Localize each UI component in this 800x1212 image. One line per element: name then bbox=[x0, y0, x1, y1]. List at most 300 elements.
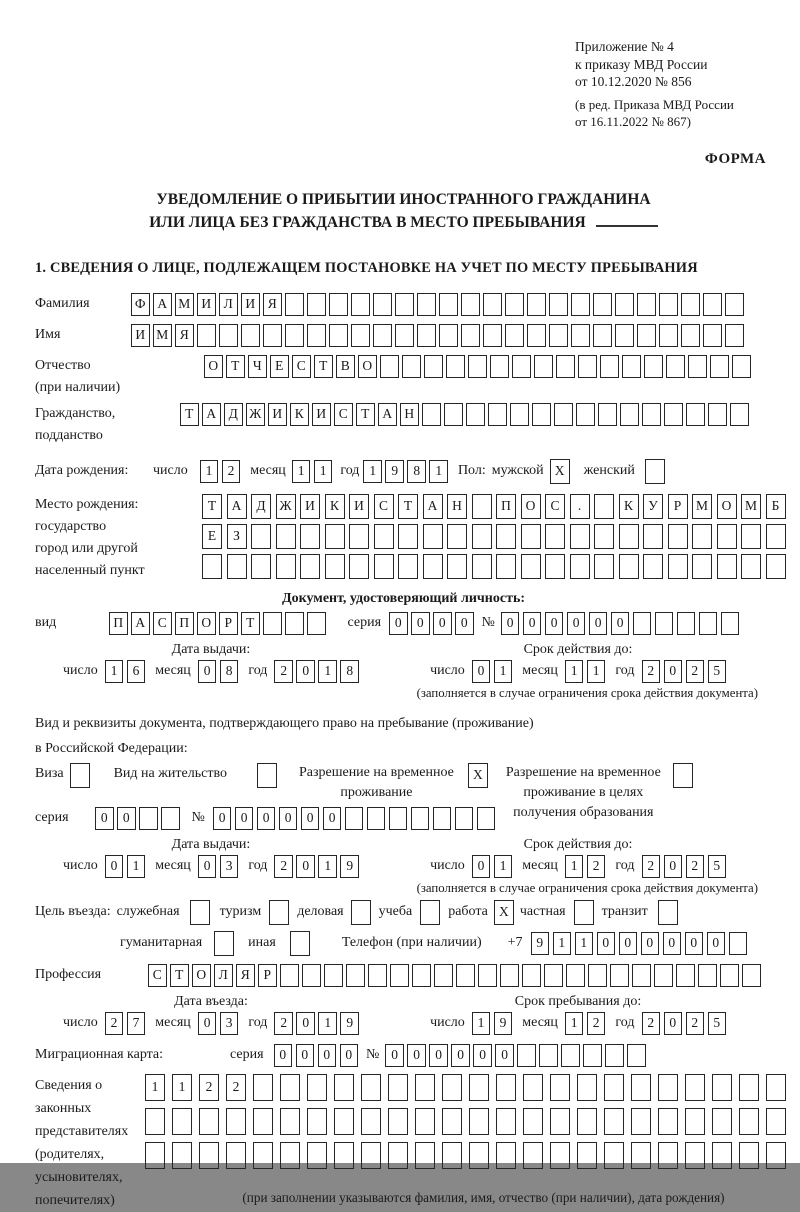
form-cell bbox=[199, 1142, 219, 1169]
entry-date-group bbox=[63, 994, 359, 1035]
form-cell bbox=[686, 403, 705, 426]
form-cell bbox=[374, 524, 394, 549]
form-cell: А bbox=[227, 494, 247, 519]
form-cell: X bbox=[468, 763, 488, 788]
form-cell: 2 bbox=[274, 855, 293, 878]
form-cell bbox=[415, 1108, 435, 1135]
form-cell: 0 bbox=[589, 612, 608, 635]
form-cell bbox=[496, 1108, 516, 1135]
form-cell: 0 bbox=[641, 932, 660, 955]
guardians-cells-row1 bbox=[145, 1074, 786, 1101]
form-cell bbox=[627, 1044, 646, 1067]
form-cell bbox=[534, 355, 553, 378]
purpose-tourism-label: туризм bbox=[219, 904, 262, 919]
form-cell bbox=[717, 554, 737, 579]
form-cell bbox=[550, 1074, 570, 1101]
form-cell: 1 bbox=[575, 932, 594, 955]
form-cell bbox=[577, 1074, 597, 1101]
permit-issue-year-label: год bbox=[248, 858, 268, 873]
form-cell bbox=[367, 807, 386, 830]
annex-reference bbox=[575, 38, 772, 131]
form-cell bbox=[490, 355, 509, 378]
form-cell: Е bbox=[270, 355, 289, 378]
permit-valid-day-cells bbox=[472, 855, 513, 878]
annex-line-5: от 16.11.2022 № 867) bbox=[575, 114, 692, 129]
form-cell: 0 bbox=[385, 1044, 404, 1067]
doc-valid-day-cells bbox=[472, 660, 513, 683]
stay-year-cells bbox=[642, 1012, 727, 1035]
form-cell bbox=[300, 524, 320, 549]
temp-residence-label: Разрешение на временное проживание bbox=[298, 764, 454, 800]
form-cell bbox=[578, 355, 597, 378]
entry-year-label: год bbox=[248, 1015, 268, 1030]
form-cell: 1 bbox=[565, 855, 584, 878]
form-cell: М bbox=[153, 324, 172, 347]
form-cell bbox=[631, 1074, 651, 1101]
form-cell bbox=[588, 964, 607, 987]
form-cell: 0 bbox=[545, 612, 564, 635]
birth-year-label: год bbox=[340, 463, 360, 478]
form-cell bbox=[668, 554, 688, 579]
form-cell bbox=[615, 324, 634, 347]
form-cell bbox=[329, 293, 348, 316]
form-cell bbox=[70, 763, 90, 788]
form-cell bbox=[257, 763, 277, 788]
doc-valid-group bbox=[430, 642, 726, 683]
purpose-other-checkbox bbox=[290, 931, 310, 956]
form-cell: 0 bbox=[685, 932, 704, 955]
form-cell: Ч bbox=[248, 355, 267, 378]
form-cell bbox=[496, 554, 516, 579]
birth-day-cells bbox=[200, 460, 241, 483]
form-cell: 0 bbox=[501, 612, 520, 635]
surname-cells bbox=[131, 293, 744, 316]
form-cell bbox=[698, 964, 717, 987]
form-cell: Н bbox=[447, 494, 467, 519]
form-cell bbox=[730, 403, 749, 426]
patronymic-row bbox=[35, 355, 772, 399]
form-cell: 1 bbox=[105, 660, 124, 683]
form-cell: Д bbox=[251, 494, 271, 519]
form-cell: 2 bbox=[226, 1074, 246, 1101]
form-cell bbox=[325, 554, 345, 579]
form-cell: Т bbox=[202, 494, 222, 519]
form-cell bbox=[632, 964, 651, 987]
form-cell: 0 bbox=[274, 1044, 293, 1067]
profession-row bbox=[35, 964, 772, 987]
form-cell: И bbox=[268, 403, 287, 426]
form-cell: М bbox=[741, 494, 761, 519]
form-cell bbox=[658, 900, 678, 925]
purpose-row2 bbox=[35, 931, 772, 956]
purpose-business-checkbox bbox=[351, 900, 371, 925]
form-cell: 0 bbox=[472, 855, 491, 878]
name-row bbox=[35, 324, 772, 347]
form-cell: 2 bbox=[642, 660, 661, 683]
form-cell bbox=[637, 293, 656, 316]
permit-valid-group bbox=[430, 837, 726, 878]
temp-residence-checkbox bbox=[468, 763, 488, 788]
doc-kind-label: вид bbox=[35, 615, 57, 630]
form-cell: 0 bbox=[455, 612, 474, 635]
title-underline bbox=[596, 225, 658, 227]
migration-card-label: Миграционная карта: bbox=[35, 1047, 164, 1062]
doc-number-cells bbox=[501, 612, 740, 635]
form-cell: 0 bbox=[707, 932, 726, 955]
form-cell: О bbox=[197, 612, 216, 635]
form-cell: 2 bbox=[686, 855, 705, 878]
doc-issue-year-cells bbox=[274, 660, 359, 683]
form-cell bbox=[388, 1074, 408, 1101]
form-cell bbox=[276, 554, 296, 579]
form-cell bbox=[455, 807, 474, 830]
form-cell bbox=[496, 1074, 516, 1101]
form-cell bbox=[725, 293, 744, 316]
form-cell bbox=[619, 524, 639, 549]
form-cell bbox=[139, 807, 158, 830]
form-cell bbox=[388, 1142, 408, 1169]
visa-checkbox bbox=[70, 763, 90, 788]
form-cell bbox=[521, 524, 541, 549]
form-cell: 9 bbox=[340, 1012, 359, 1035]
form-cell bbox=[411, 807, 430, 830]
form-cell: 0 bbox=[257, 807, 276, 830]
form-cell: 0 bbox=[318, 1044, 337, 1067]
form-cell: 0 bbox=[198, 660, 217, 683]
purpose-transit-checkbox bbox=[658, 900, 678, 925]
form-cell: К bbox=[290, 403, 309, 426]
form-cell bbox=[334, 1142, 354, 1169]
form-cell bbox=[500, 964, 519, 987]
migration-card-row bbox=[35, 1044, 772, 1067]
form-cell bbox=[380, 355, 399, 378]
form-cell: X bbox=[494, 900, 514, 925]
permit-valid-month-cells bbox=[565, 855, 606, 878]
birth-day-label: число bbox=[153, 463, 188, 478]
form-cell: О bbox=[521, 494, 541, 519]
form-cell bbox=[571, 293, 590, 316]
permit-issue-day-label: число bbox=[63, 858, 98, 873]
form-cell bbox=[307, 1074, 327, 1101]
form-cell bbox=[253, 1108, 273, 1135]
form-cell: С bbox=[334, 403, 353, 426]
birth-place-label: Место рождения: государство город или другой населенный пункт bbox=[35, 496, 145, 578]
form-cell bbox=[741, 554, 761, 579]
permit-valid-year-cells bbox=[642, 855, 727, 878]
form-title-line2-wrap bbox=[35, 211, 772, 234]
form-cell: С bbox=[374, 494, 394, 519]
permit-issue-year-cells bbox=[274, 855, 359, 878]
doc-issue-year-label: год bbox=[248, 663, 268, 678]
form-cell: 1 bbox=[318, 855, 337, 878]
form-cell bbox=[583, 1044, 602, 1067]
form-cell: 9 bbox=[531, 932, 550, 955]
form-cell: 0 bbox=[95, 807, 114, 830]
form-cell: 2 bbox=[587, 1012, 606, 1035]
form-cell bbox=[472, 494, 492, 519]
form-cell bbox=[685, 1142, 705, 1169]
form-cell bbox=[645, 459, 665, 484]
form-cell bbox=[349, 524, 369, 549]
form-cell bbox=[439, 324, 458, 347]
form-cell bbox=[307, 1108, 327, 1135]
form-cell bbox=[522, 964, 541, 987]
form-cell bbox=[447, 554, 467, 579]
form-cell: 0 bbox=[340, 1044, 359, 1067]
purpose-humanitarian-checkbox bbox=[214, 931, 234, 956]
guardians-cells-row3 bbox=[145, 1142, 786, 1169]
form-cell bbox=[741, 524, 761, 549]
purpose-tourism-checkbox bbox=[269, 900, 289, 925]
right-doc-text bbox=[35, 711, 772, 761]
form-cell: И bbox=[197, 293, 216, 316]
form-cell bbox=[527, 324, 546, 347]
form-cell: 0 bbox=[472, 660, 491, 683]
form-cell bbox=[412, 964, 431, 987]
form-cell bbox=[483, 293, 502, 316]
form-cell bbox=[227, 554, 247, 579]
form-cell: Т bbox=[314, 355, 333, 378]
form-cell bbox=[351, 293, 370, 316]
form-cell bbox=[190, 900, 210, 925]
citizenship-cells bbox=[180, 403, 749, 426]
form-cell: О bbox=[717, 494, 737, 519]
form-cell: И bbox=[349, 494, 369, 519]
sex-female-checkbox bbox=[645, 459, 665, 484]
annex-line-4: (в ред. Приказа МВД России bbox=[575, 96, 734, 112]
guardians-note: (при заполнении указываются фамилия, имя, отчество (при наличии), дата рождения) bbox=[242, 1189, 725, 1205]
temp-residence-edu-checkbox bbox=[673, 763, 693, 788]
form-cell: 0 bbox=[296, 660, 315, 683]
guardians-label: Сведения о законных представителях (родителях, усыновителях, попечителях) bbox=[35, 1077, 129, 1208]
form-cell: 0 bbox=[301, 807, 320, 830]
form-cell bbox=[643, 524, 663, 549]
form-cell: 1 bbox=[318, 660, 337, 683]
form-cell bbox=[395, 324, 414, 347]
form-cell: 1 bbox=[200, 460, 219, 483]
form-cell: 0 bbox=[198, 855, 217, 878]
residence-permit-checkbox bbox=[257, 763, 277, 788]
form-cell bbox=[566, 964, 585, 987]
form-cell bbox=[442, 1142, 462, 1169]
form-cell: 0 bbox=[389, 612, 408, 635]
form-cell: 0 bbox=[296, 1044, 315, 1067]
form-cell bbox=[554, 403, 573, 426]
form-cell bbox=[263, 612, 282, 635]
form-cell bbox=[712, 1142, 732, 1169]
form-cell bbox=[241, 324, 260, 347]
form-cell bbox=[202, 554, 222, 579]
form-cell bbox=[398, 524, 418, 549]
form-cell: 0 bbox=[279, 807, 298, 830]
sex-male-label: мужской bbox=[491, 463, 544, 478]
doc-valid-month-label: месяц bbox=[522, 663, 558, 678]
form-cell: Т bbox=[241, 612, 260, 635]
entry-year-cells bbox=[274, 1012, 359, 1035]
form-cell bbox=[604, 1108, 624, 1135]
entry-day-label: число bbox=[63, 1015, 98, 1030]
form-cell bbox=[570, 524, 590, 549]
purpose-official-checkbox bbox=[190, 900, 210, 925]
form-cell bbox=[361, 1108, 381, 1135]
form-cell bbox=[161, 807, 180, 830]
form-cell bbox=[285, 612, 304, 635]
form-cell bbox=[469, 1142, 489, 1169]
form-cell bbox=[594, 524, 614, 549]
stay-year-label: год bbox=[615, 1015, 635, 1030]
form-cell: 2 bbox=[105, 1012, 124, 1035]
form-cell: 0 bbox=[429, 1044, 448, 1067]
form-title bbox=[35, 188, 772, 234]
form-title-line2: ИЛИ ЛИЦА БЕЗ ГРАЖДАНСТВА В МЕСТО ПРЕБЫВАНИЯ bbox=[149, 213, 586, 231]
visa-label: Виза bbox=[35, 765, 64, 781]
form-cell: 2 bbox=[222, 460, 241, 483]
form-cell bbox=[631, 1108, 651, 1135]
form-cell: А bbox=[423, 494, 443, 519]
form-cell: 2 bbox=[642, 1012, 661, 1035]
form-cell bbox=[729, 932, 748, 955]
doc-series-cells bbox=[389, 612, 474, 635]
form-cell bbox=[681, 324, 700, 347]
residence-permit-label: Вид на жительство bbox=[113, 765, 227, 781]
form-cell: 0 bbox=[523, 612, 542, 635]
form-cell: X bbox=[550, 459, 570, 484]
form-cell bbox=[605, 1044, 624, 1067]
form-cell bbox=[472, 524, 492, 549]
form-cell: 0 bbox=[473, 1044, 492, 1067]
form-cell bbox=[276, 524, 296, 549]
form-cell bbox=[280, 1074, 300, 1101]
form-cell: Л bbox=[214, 964, 233, 987]
form-cell bbox=[307, 1142, 327, 1169]
form-cell bbox=[594, 494, 614, 519]
form-cell bbox=[280, 1108, 300, 1135]
form-cell bbox=[598, 403, 617, 426]
form-cell bbox=[469, 1074, 489, 1101]
form-cell bbox=[434, 964, 453, 987]
form-cell bbox=[446, 355, 465, 378]
purpose-work-checkbox bbox=[494, 900, 514, 925]
form-cell: 1 bbox=[318, 1012, 337, 1035]
form-cell bbox=[642, 403, 661, 426]
form-cell bbox=[219, 324, 238, 347]
entry-dates-row bbox=[35, 994, 772, 1035]
purpose-work-label: работа bbox=[448, 904, 488, 919]
birth-place-cells-row3 bbox=[202, 554, 786, 579]
form-cell: К bbox=[325, 494, 345, 519]
doc-issue-day-cells bbox=[105, 660, 146, 683]
form-cell bbox=[512, 355, 531, 378]
form-cell bbox=[703, 324, 722, 347]
birth-place-cells-row2 bbox=[202, 524, 786, 549]
form-cell bbox=[345, 807, 364, 830]
form-cell: 0 bbox=[451, 1044, 470, 1067]
form-cell: 5 bbox=[708, 855, 727, 878]
form-cell: 0 bbox=[663, 932, 682, 955]
form-cell bbox=[263, 324, 282, 347]
name-label: Имя bbox=[35, 326, 61, 342]
birth-month-label: месяц bbox=[250, 463, 286, 478]
permit-valid-month-label: месяц bbox=[522, 858, 558, 873]
form-cell: 9 bbox=[494, 1012, 513, 1035]
form-cell bbox=[766, 1142, 786, 1169]
guardians-cells-row2 bbox=[145, 1108, 786, 1135]
form-cell bbox=[593, 293, 612, 316]
form-cell bbox=[712, 1074, 732, 1101]
form-cell bbox=[477, 807, 496, 830]
doc-kind-cells bbox=[109, 612, 326, 635]
form-cell bbox=[549, 293, 568, 316]
form-cell bbox=[676, 964, 695, 987]
form-cell bbox=[550, 1142, 570, 1169]
form-cell: А bbox=[131, 612, 150, 635]
form-cell: 3 bbox=[220, 1012, 239, 1035]
phone-cells bbox=[531, 932, 748, 955]
form-cell bbox=[766, 554, 786, 579]
form-cell: Ж bbox=[276, 494, 296, 519]
form-cell: И bbox=[131, 324, 150, 347]
phone-prefix: +7 bbox=[507, 935, 523, 950]
form-cell: 0 bbox=[567, 612, 586, 635]
form-cell bbox=[703, 293, 722, 316]
form-cell bbox=[622, 355, 641, 378]
form-cell: З bbox=[227, 524, 247, 549]
form-cell bbox=[402, 355, 421, 378]
entry-date-heading: Дата въезда: bbox=[174, 993, 248, 1009]
doc-issue-month-label: месяц bbox=[155, 663, 191, 678]
purpose-business-label: деловая bbox=[297, 904, 344, 919]
annex-line-2: к приказу МВД России bbox=[575, 56, 708, 72]
form-cell: И bbox=[300, 494, 320, 519]
form-cell bbox=[226, 1142, 246, 1169]
form-cell bbox=[469, 1108, 489, 1135]
form-cell: Ж bbox=[246, 403, 265, 426]
form-cell: 1 bbox=[553, 932, 572, 955]
form-cell bbox=[390, 964, 409, 987]
form-cell: 0 bbox=[433, 612, 452, 635]
form-cell bbox=[172, 1108, 192, 1135]
form-cell: С bbox=[148, 964, 167, 987]
surname-row bbox=[35, 293, 772, 316]
form-cell: С bbox=[153, 612, 172, 635]
form-cell bbox=[442, 1074, 462, 1101]
form-cell bbox=[496, 1142, 516, 1169]
form-cell bbox=[677, 612, 696, 635]
form-cell: 0 bbox=[235, 807, 254, 830]
form-cell bbox=[658, 1074, 678, 1101]
form-cell: 0 bbox=[619, 932, 638, 955]
form-cell bbox=[290, 931, 310, 956]
permit-issue-month-cells bbox=[198, 855, 239, 878]
permit-valid-footnote: (заполняется в случае ограничения срока действия документа) bbox=[416, 880, 758, 895]
form-cell bbox=[251, 524, 271, 549]
form-cell bbox=[253, 1074, 273, 1101]
purpose-transit-label: транзит bbox=[601, 904, 648, 919]
form-cell: В bbox=[336, 355, 355, 378]
form-cell bbox=[395, 293, 414, 316]
form-cell: П bbox=[109, 612, 128, 635]
form-cell bbox=[199, 1108, 219, 1135]
mig-series-cells bbox=[274, 1044, 359, 1067]
sex-male-checkbox bbox=[550, 459, 570, 484]
form-cell bbox=[334, 1074, 354, 1101]
form-cell: 2 bbox=[686, 1012, 705, 1035]
form-cell: И bbox=[241, 293, 260, 316]
form-cell bbox=[415, 1074, 435, 1101]
purpose-official-label: служебная bbox=[116, 904, 180, 919]
guardians-cells bbox=[145, 1074, 786, 1169]
form-cell: К bbox=[619, 494, 639, 519]
